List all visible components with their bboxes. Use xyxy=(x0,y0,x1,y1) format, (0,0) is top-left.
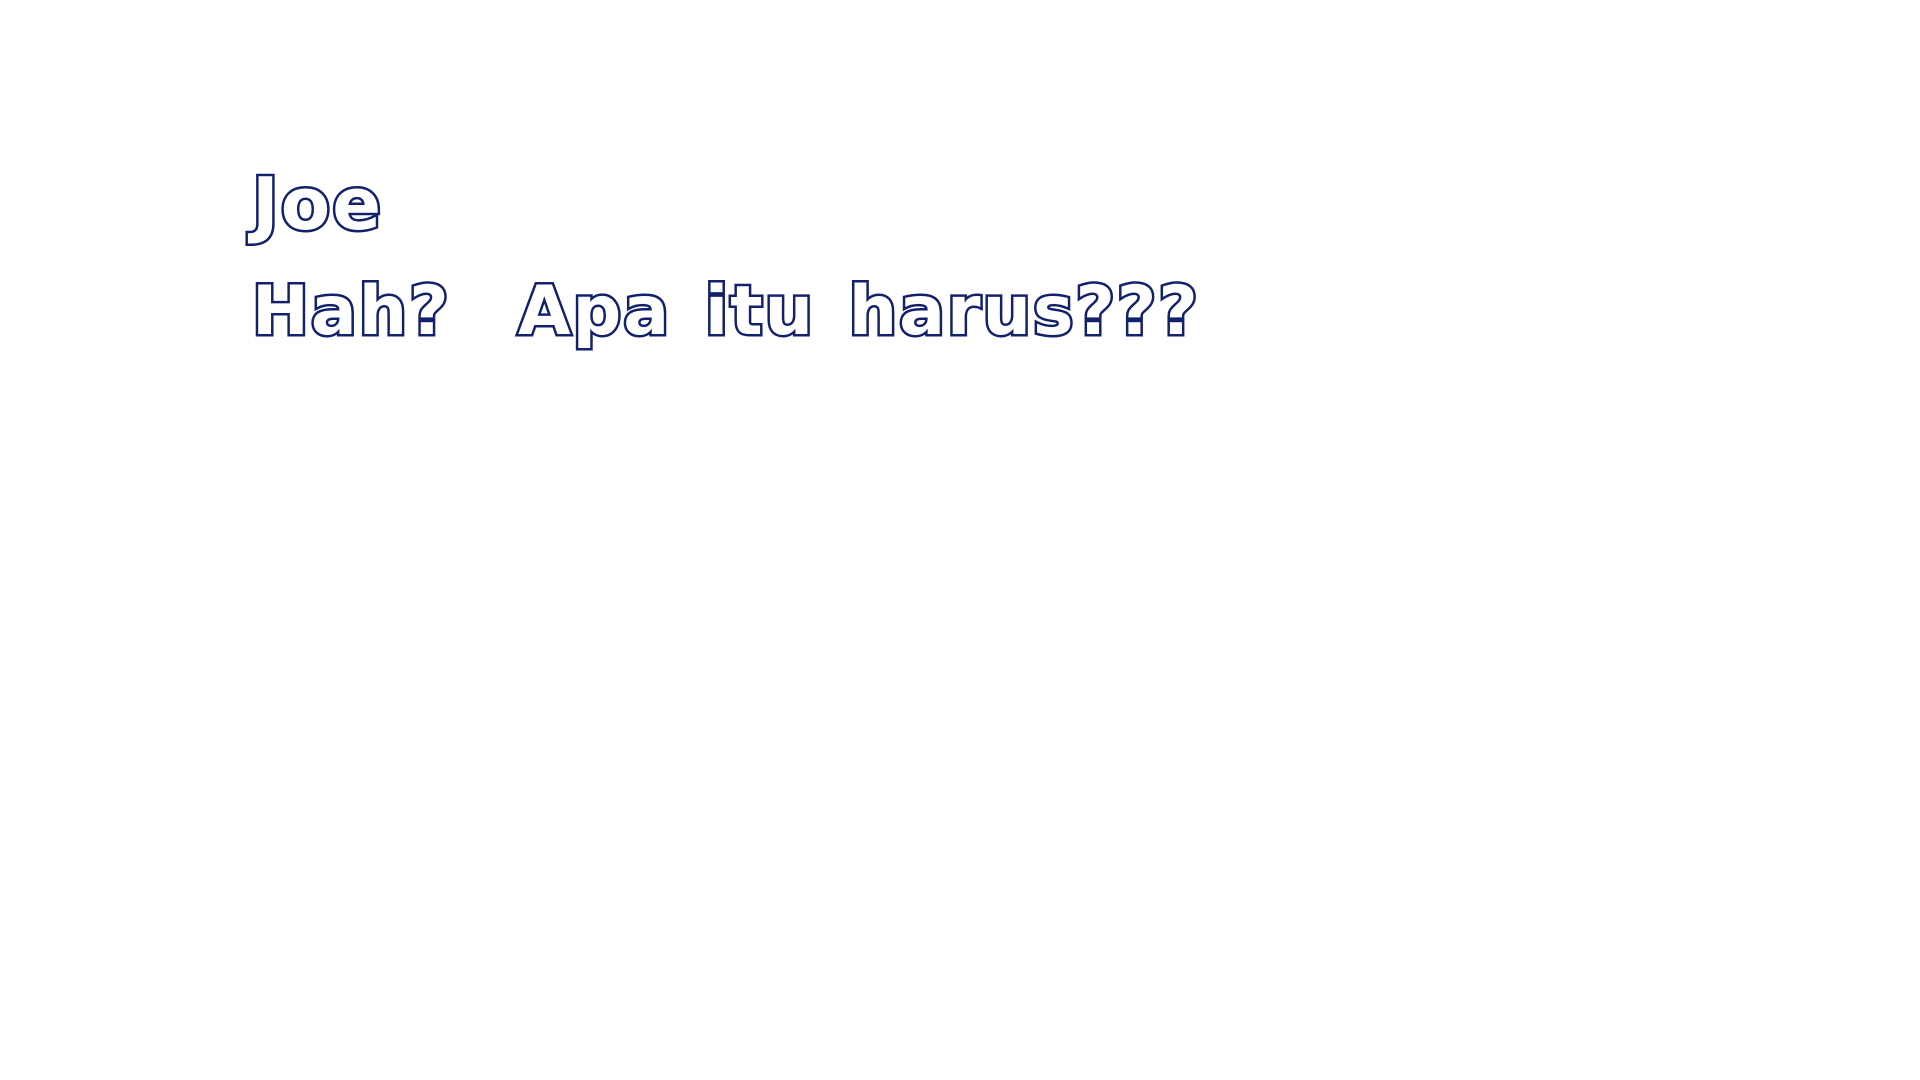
dialogue-line: Hah? Apa itu harus??? xyxy=(252,272,1200,351)
speaker-name: Joe xyxy=(252,162,384,246)
dialogue-box[interactable] xyxy=(252,162,1752,351)
